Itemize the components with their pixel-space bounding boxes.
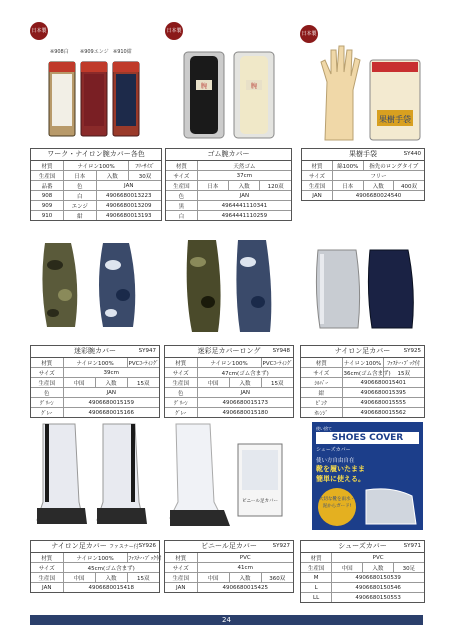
cell: 4906680015418 <box>63 583 159 593</box>
cell: 色 <box>64 181 97 191</box>
product-title-suffix: ファスナー付 <box>108 544 139 550</box>
cell: 材質 <box>302 161 333 171</box>
package-line2: 靴を履いたまま <box>316 465 365 473</box>
product-title-bar <box>301 346 424 358</box>
package-line1: 使い方自由自在 <box>316 458 355 464</box>
cell: 4906680013223 <box>96 191 161 201</box>
cell: 400双 <box>394 181 425 191</box>
cell: ｸﾞﾘｰﾝ <box>31 398 63 408</box>
cell: 4964441110341 <box>197 201 291 211</box>
cell: 中国 <box>197 378 229 388</box>
cell: サイズ <box>165 563 197 573</box>
cell: 紺 <box>301 388 342 398</box>
caption-908: ※908白 <box>50 49 69 55</box>
cell: M <box>301 573 332 583</box>
cell: 中国 <box>63 378 95 388</box>
product-card-shoes-cover <box>300 540 425 603</box>
product-code: SY927 <box>272 543 290 549</box>
cell: ナイロン100% <box>63 553 127 563</box>
cell: 47cm(ゴム含まず) <box>197 368 293 378</box>
cell: サイズ <box>31 563 63 573</box>
cell: 入数 <box>95 573 127 583</box>
cell: L <box>301 583 332 593</box>
cell: 材質 <box>165 358 197 368</box>
product-title: 果樹手袋 <box>349 150 377 158</box>
fruit-glove-photo <box>315 42 425 142</box>
made-in-japan-badge: 日本製 <box>165 22 183 40</box>
product-title: ナイロン足カバー <box>334 347 391 355</box>
cell: ナイロン100% <box>64 161 129 171</box>
package-label: ビニール足カバー <box>242 499 278 504</box>
product-title: ビニール足カバー <box>201 542 257 550</box>
cell: 15双 <box>127 573 159 583</box>
product-code: SY440 <box>403 151 421 157</box>
cell: 材質 <box>31 358 63 368</box>
cell: サイズ <box>166 171 197 181</box>
cell: 4906680013193 <box>96 211 161 221</box>
cell: 色 <box>31 388 63 398</box>
cell: 生産国 <box>31 171 64 181</box>
cell: JAN <box>31 583 63 593</box>
cell: 4906680015401 <box>342 378 424 388</box>
cell: JAN <box>197 191 291 201</box>
cell: 生産国 <box>166 181 197 191</box>
cell: 生産国 <box>31 378 63 388</box>
cell: 4906680015166 <box>63 408 159 418</box>
product-code: SY926 <box>138 543 156 549</box>
product-card-rubber-arm-cover <box>165 148 292 221</box>
cell: 4906680150546 <box>332 583 424 593</box>
camo-arm-cover-photo <box>35 235 150 335</box>
cell: ナイロン100% <box>197 358 261 368</box>
product-code: SY971 <box>403 543 421 549</box>
cell: 中国 <box>332 563 363 573</box>
cell: 4964441110259 <box>197 211 291 221</box>
cell: 910 <box>31 211 64 221</box>
cell: 4906680013209 <box>96 201 161 211</box>
cell: 黒 <box>166 201 197 211</box>
product-card-vinyl-leg-cover <box>164 540 294 593</box>
product-title: 迷彩足カバーロング <box>197 347 261 355</box>
made-in-japan-badge: 日本製 <box>300 25 318 43</box>
product-code: SY925 <box>403 348 421 354</box>
cell: 15双 <box>261 378 293 388</box>
product-card-fruit-glove <box>301 148 425 201</box>
zipper-leg-cover-photo <box>35 420 150 528</box>
svg-text:腕: 腕 <box>200 83 208 90</box>
cell: 4906680150539 <box>332 573 424 583</box>
cell: 15双 <box>127 378 159 388</box>
cell: 909 <box>31 201 64 211</box>
cell: 中国 <box>197 573 229 583</box>
cell: 4906680015159 <box>63 398 159 408</box>
cell: 材質 <box>166 161 197 171</box>
cell: ﾌﾘｰｻｲｽﾞ <box>129 161 162 171</box>
product-card-camo-leg-cover <box>164 345 294 418</box>
cell: 色 <box>165 388 197 398</box>
cell: LL <box>301 593 332 603</box>
cell: 生産国 <box>301 563 332 573</box>
cell: フリー <box>333 171 425 181</box>
cell: 908 <box>31 191 64 201</box>
cell: 入数 <box>229 573 261 583</box>
package-top: 使い捨て <box>316 426 332 431</box>
cell: JAN <box>165 583 197 593</box>
cell: 白 <box>64 191 97 201</box>
package-line3: 簡単に使える。 <box>316 475 365 483</box>
product-title: ワーク・ナイロン腕カバー各色 <box>31 149 161 161</box>
cell: 材質 <box>301 358 342 368</box>
cell: JAN <box>302 191 333 201</box>
cell: ｵﾚﾝｼﾞ <box>301 408 342 418</box>
cell: 4906680015395 <box>342 388 424 398</box>
cell: 30双 <box>129 171 162 181</box>
page-number-bar: 24 <box>30 615 423 625</box>
cell: ｸﾞﾚｰ <box>165 408 197 418</box>
nylon-leg-cover-photo <box>312 240 422 335</box>
cell: 色 <box>166 191 197 201</box>
cell: 材質 <box>165 553 197 563</box>
cell: サイズ <box>301 368 342 378</box>
cell: PVC <box>197 553 293 563</box>
cell: 15双 <box>383 368 424 378</box>
package-sub: シューズカバー <box>316 447 351 453</box>
cell: 30足 <box>393 563 424 573</box>
cell: 日本 <box>333 181 364 191</box>
cell: 品番 <box>31 181 64 191</box>
cell: 入数 <box>95 378 127 388</box>
cell: サイズ <box>165 368 197 378</box>
camo-leg-cover-photo <box>180 232 280 340</box>
cell: 入数 <box>363 181 394 191</box>
package-label: 果樹手袋 <box>379 115 411 124</box>
cell: 入数 <box>229 378 261 388</box>
cell: ナイロン100% <box>63 358 127 368</box>
product-title-bar <box>301 541 424 553</box>
cell: PVC <box>332 553 424 563</box>
cell: ﾌｧｽﾅｰ･ﾌﾞｯｸ付 <box>127 553 159 563</box>
cell: 4906680015180 <box>197 408 293 418</box>
product-card-camo-arm-cover <box>30 345 160 418</box>
cell: 材質 <box>31 161 64 171</box>
cell: 綿100% <box>333 161 364 171</box>
cell: JAN <box>63 388 159 398</box>
cell: 日本 <box>197 181 228 191</box>
package-headline: SHOES COVER <box>316 432 419 444</box>
cell: JAN <box>96 181 161 191</box>
cell: ﾌｧｽﾅｰ･ﾌﾞｯｸ付 <box>383 358 424 368</box>
cell: 日本 <box>64 171 97 181</box>
cell: 材質 <box>301 553 332 563</box>
cell: 39cm <box>63 368 159 378</box>
cell: 4906680015425 <box>197 583 293 593</box>
cell: 生産国 <box>165 573 197 583</box>
product-code: SY947 <box>138 348 156 354</box>
cell: 4906680024540 <box>333 191 425 201</box>
product-card-zipper-leg-cover <box>30 540 160 593</box>
cell: 生産国 <box>165 378 197 388</box>
svg-text:腕: 腕 <box>250 83 258 90</box>
cell: 紺 <box>64 211 97 221</box>
cell: PVCｺｰﾃｨﾝｸﾞ <box>127 358 159 368</box>
product-title: 迷彩腕カバー <box>74 347 116 355</box>
caption-909: ※909エンジ <box>80 49 109 55</box>
cell: サイズ <box>302 171 333 181</box>
product-title-bar <box>31 346 159 358</box>
cell: 45cm(ゴム含まず) <box>63 563 159 573</box>
cell: エンジ <box>64 201 97 211</box>
product-title-bar <box>165 346 293 358</box>
product-title: シューズカバー <box>338 542 387 550</box>
cell: 天然ゴム <box>197 161 291 171</box>
cell: 4906680015173 <box>197 398 293 408</box>
cell: サイズ <box>31 368 63 378</box>
vinyl-leg-cover-photo <box>170 420 290 530</box>
cell: 入数 <box>229 181 260 191</box>
product-title-bar <box>31 541 159 553</box>
product-title: ゴム腕カバー <box>166 149 291 161</box>
cell: 中国 <box>63 573 95 583</box>
cell: ｼﾙﾊﾞｰ <box>301 378 342 388</box>
cell: ナイロン100% <box>342 358 383 368</box>
package-badge: 大切な靴を雨水・泥からガード! <box>318 488 356 526</box>
cell: JAN <box>197 388 293 398</box>
cell: 生産国 <box>302 181 333 191</box>
product-card-nylon-leg-cover <box>300 345 425 418</box>
cell: 白 <box>166 211 197 221</box>
made-in-japan-badge: 日本製 <box>30 22 48 40</box>
cell: ﾋﾟﾝｸ <box>301 398 342 408</box>
shoes-cover-package-photo <box>312 422 423 530</box>
product-card-arm-cover <box>30 148 162 221</box>
cell: 入数 <box>96 171 129 181</box>
caption-910: ※910紺 <box>113 49 132 55</box>
cell: 4906680015555 <box>342 398 424 408</box>
cell: 360双 <box>261 573 293 583</box>
cell: ｸﾞﾚｰ <box>31 408 63 418</box>
cell: 41cm <box>197 563 293 573</box>
rubber-arm-cover-photo <box>180 50 280 140</box>
product-title-bar <box>302 149 424 161</box>
cell: ｸﾞﾘｰﾝ <box>165 398 197 408</box>
cell: 4906680015562 <box>342 408 424 418</box>
arm-cover-packages-photo <box>45 60 145 140</box>
product-title-bar <box>165 541 293 553</box>
cell: PVCｺｰﾃｨﾝｸﾞ <box>261 358 293 368</box>
cell: 材質 <box>31 553 63 563</box>
cell: 120双 <box>260 181 291 191</box>
cell: 37cm <box>197 171 291 181</box>
product-title: ナイロン足カバー <box>51 542 107 550</box>
cell: 36cm(ゴム含まず) <box>342 368 383 378</box>
product-code: SY948 <box>272 348 290 354</box>
cell: 生産国 <box>31 573 63 583</box>
cell: 4906680150553 <box>332 593 424 603</box>
cell: 指先のロングタイプ <box>363 161 424 171</box>
cell: 入数 <box>363 563 394 573</box>
